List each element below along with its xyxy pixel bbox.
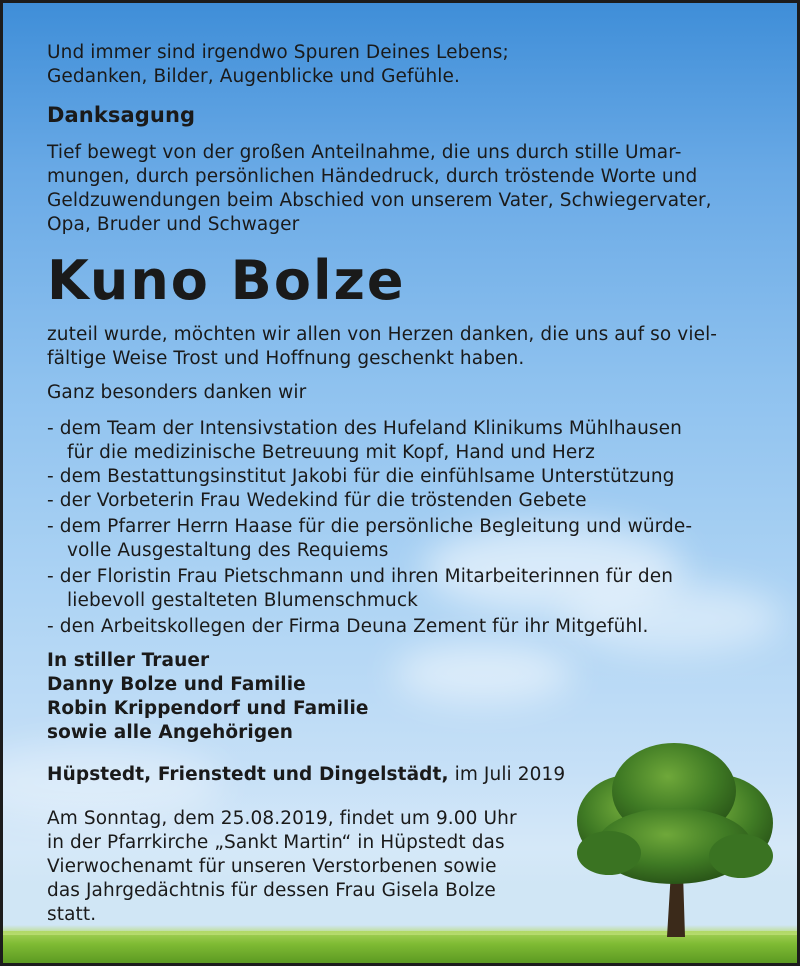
deceased-name: Kuno Bolze bbox=[47, 249, 406, 312]
place: Hüpstedt, Frienstedt und Dingelstädt, bbox=[47, 764, 449, 785]
thanks-line: fältige Weise Trost und Hoffnung geschenkt haben. bbox=[47, 348, 525, 369]
thanks-line: zuteil wurde, möchten wir allen von Herzen danken, die uns auf so viel- bbox=[47, 324, 718, 345]
mourners-line: In stiller Trauer bbox=[47, 650, 210, 671]
list-item: volle Ausgestaltung des Requiems bbox=[67, 540, 389, 561]
service-line: in der Pfarrkirche „Sankt Martin“ in Hüpstedt das bbox=[47, 832, 505, 853]
list-item: - der Vorbeterin Frau Wedekind für die tröstenden Gebete bbox=[47, 490, 587, 511]
service-line: Am Sonntag, dem 25.08.2019, findet um 9.00 Uhr bbox=[47, 808, 517, 829]
date: im Juli 2019 bbox=[448, 764, 566, 785]
mourners-line: Danny Bolze und Familie bbox=[47, 674, 306, 695]
service-line: Vierwochenamt für unseren Verstorbenen sowie bbox=[47, 856, 497, 877]
obituary-text bbox=[3, 3, 797, 963]
list-item: für die medizinische Betreuung mit Kopf, Hand und Herz bbox=[67, 442, 595, 463]
heading: Danksagung bbox=[47, 103, 196, 127]
service-line: das Jahrgedächtnis für dessen Frau Gisela Bolze bbox=[47, 880, 496, 901]
special-thanks-intro: Ganz besonders danken wir bbox=[47, 382, 307, 403]
mourners-line: sowie alle Angehörigen bbox=[47, 722, 294, 743]
list-item: liebevoll gestalteten Blumenschmuck bbox=[67, 590, 418, 611]
place-date bbox=[47, 763, 565, 787]
list-item: - der Floristin Frau Pietschmann und ihren Mitarbeiterinnen für den bbox=[47, 566, 674, 587]
intro-line: Tief bewegt von der großen Anteilnahme, die uns durch stille Umar- bbox=[47, 142, 682, 163]
intro-line: Opa, Bruder und Schwager bbox=[47, 214, 300, 235]
mourners-line: Robin Krippendorf und Familie bbox=[47, 698, 369, 719]
motto-line: Gedanken, Bilder, Augenblicke und Gefühle. bbox=[47, 66, 461, 87]
intro-line: Geldzuwendungen beim Abschied von unserem Vater, Schwiegervater, bbox=[47, 190, 712, 211]
intro-line: mungen, durch persönlichen Händedruck, durch tröstende Worte und bbox=[47, 166, 698, 187]
list-item: - dem Team der Intensivstation des Hufeland Klinikums Mühlhausen bbox=[47, 418, 682, 439]
service-line: statt. bbox=[47, 904, 97, 925]
list-item: - dem Bestattungsinstitut Jakobi für die einfühlsame Unterstützung bbox=[47, 466, 675, 487]
motto-line: Und immer sind irgendwo Spuren Deines Lebens; bbox=[47, 42, 509, 63]
list-item: - den Arbeitskollegen der Firma Deuna Zement für ihr Mitgefühl. bbox=[47, 616, 649, 637]
list-item: - dem Pfarrer Herrn Haase für die persönliche Begleitung und würde- bbox=[47, 516, 693, 537]
